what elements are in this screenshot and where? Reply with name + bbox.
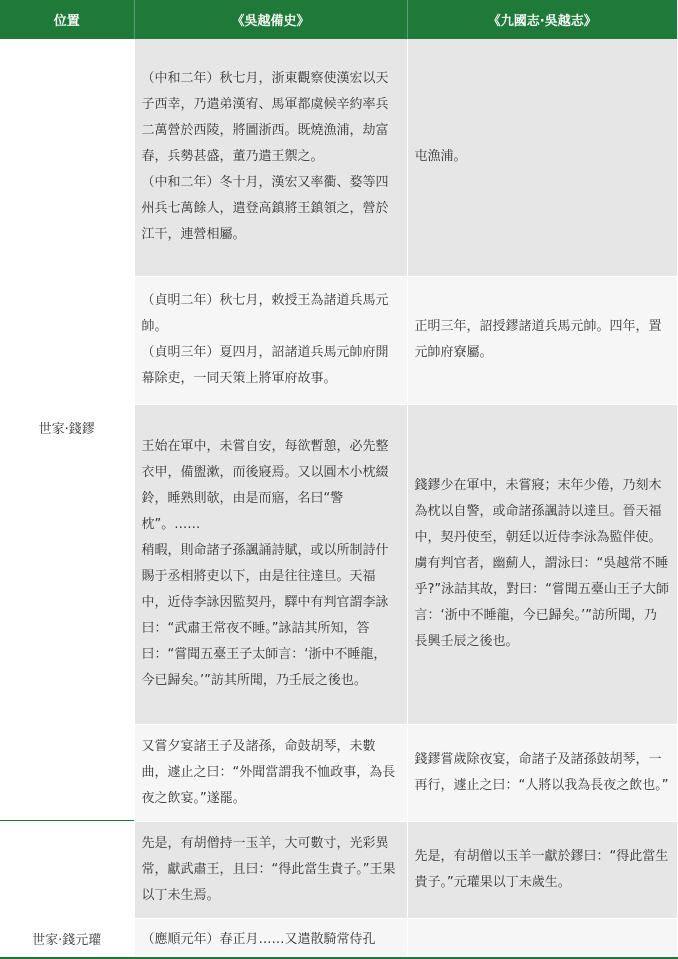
shiji-cell (134, 724, 407, 821)
shiji-paragraph: （中和二年）冬十月，漢宏又率衢、婺等四州兵七萬餘人，遣登高鎮將王鎮領之，營於江干，連營相屬。 (141, 175, 389, 243)
shiji-paragraph: 先是，有胡僧持一玉羊，大可數寸，光彩異常，獻武肅王，且曰：“得此當生貴子。”王果以丁未生焉。 (141, 835, 396, 903)
shiji-cell (134, 918, 407, 958)
header-location: 位置 (0, 0, 134, 39)
shiji-paragraph: （貞明二年）秋七月，敕授王為諸道兵馬元帥。 (141, 293, 389, 334)
table-row (0, 821, 677, 918)
shiji-paragraph: （中和二年）秋七月，浙東觀察使漢宏以天子西幸，乃遣弟漢宥、馬軍都虞候辛約率兵二萬營於西陵，將圖浙西。既燒漁浦，劫富春，兵勢甚盛，董乃遣王禦之。 (141, 71, 389, 165)
shiji-paragraph: （貞明三年）夏四月，詔諸道兵馬元帥府開幕除吏，一同天策上將軍府故事。 (141, 345, 389, 386)
jiuguo-cell (407, 404, 677, 724)
shiji-paragraph: 又嘗夕宴諸王子及諸孫，命鼓胡琴，未數曲，遽止之曰：“外聞當謂我不恤政事，為長夜之飲宴。”遂罷。 (141, 738, 396, 806)
jiuguo-paragraph: 先是，有胡僧以玉羊一獻於鏐曰：“得此當生貴子。”元瓘果以丁未歲生。 (414, 848, 669, 890)
header-jiuguozhi: 《九國志·吳越志》 (407, 0, 677, 39)
jiuguo-paragraph: 錢鏐少在軍中，未嘗寢；末年少倦，乃刻木為枕以自警，或命諸孫諷詩以達旦。晉天福中，契丹使至，朝廷以近侍李泳為監伴使。虜有判官者，幽薊人，謂泳曰：“吳越常不睡乎?”泳詰其故，對曰：“嘗聞五臺山王子大師言：‘浙中不睡龍，今已歸矣。’”訪所聞，乃長興壬辰之後也。 (414, 478, 669, 649)
shiji-cell (134, 404, 407, 724)
jiuguo-cell (407, 276, 677, 404)
jiuguo-paragraph: 錢鏐嘗歲除夜宴，命諸子及諸孫鼓胡琴，一再行，遽止之曰：“人將以我為長夜之飲也。” (414, 751, 669, 793)
jiuguo-paragraph: 屯漁浦。 (414, 149, 467, 165)
shiji-paragraph: 王始在軍中，未嘗自安，每欲暫憩，必先整衣甲，備盥漱，而後寢焉。又以圓木小枕綴鈴，睡熟則欹，由是而寤，名曰“警枕”。…… (141, 439, 389, 532)
jiuguo-paragraph: 正明三年，詔授鏐諸道兵馬元帥。四年，置元帥府寮屬。 (414, 319, 662, 360)
group-divider (0, 820, 134, 821)
jiuguo-cell (407, 918, 677, 958)
header-wuyue-beishi: 《吳越備史》 (134, 0, 407, 39)
shiji-cell (134, 821, 407, 918)
shiji-cell (134, 39, 407, 276)
table-header-row (0, 0, 677, 39)
shiji-paragraph: 稍暇，則命諸子孫諷誦詩賦，或以所制詩什賜于丞相將吏以下，由是往往達旦。天福中，近侍李詠因監契丹，驛中有判官謂李詠曰：“武肅王常夜不睡。”詠詰其所知，答曰：“嘗聞五臺王子太師言：‘浙中不睡龍，今已歸矣。’”訪其所聞，乃壬辰之後也。 (141, 543, 389, 688)
table-row (0, 39, 677, 276)
jiuguo-cell (407, 724, 677, 821)
jiuguo-cell (407, 39, 677, 276)
location-cell: 世家·錢鏐 (0, 39, 134, 821)
shiji-paragraph: （應順元年）春正月……又遣散騎常侍孔 (141, 931, 376, 947)
shiji-cell (134, 276, 407, 404)
location-cell: 世家·錢元瓘 (0, 821, 134, 958)
jiuguo-cell (407, 821, 677, 918)
